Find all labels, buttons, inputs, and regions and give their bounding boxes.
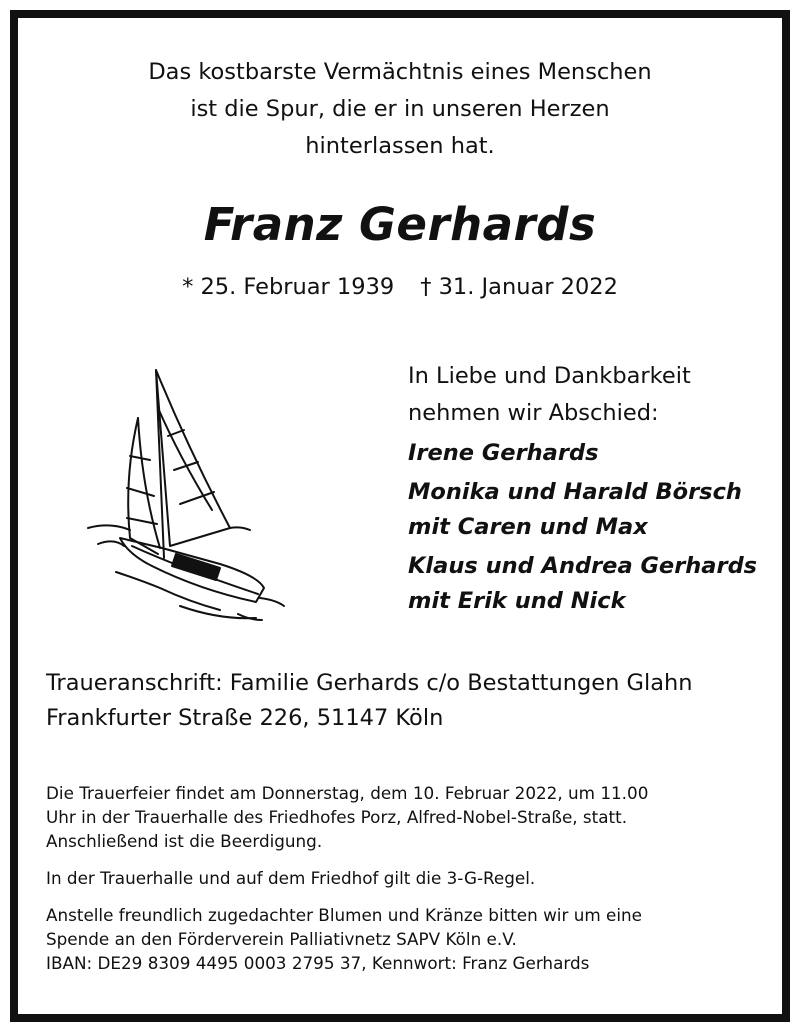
sailboat-icon [80,358,290,628]
life-dates [18,274,782,300]
mourning-address [46,666,776,736]
birth-date: * 25. Februar 1939 [182,274,395,300]
deceased-name: Franz Gerhards [203,198,597,251]
mourner-name: mit Erik und Nick [408,588,626,614]
ceremony-line: Anschließend ist die Beerdigung. [46,831,323,851]
memorial-quote [18,54,782,165]
farewell-block [408,358,788,619]
quote-line: hinterlassen hat. [305,133,495,159]
address-line: Traueranschrift: Familie Gerhards c/o Bestattungen Glahn [46,670,693,696]
mourner-group [408,475,788,545]
ceremony-line: Die Trauerfeier findet am Donnerstag, dem 10. Februar 2022, um 11.00 [46,783,649,803]
mourner-name: Irene Gerhards [408,440,599,466]
quote-line: Das kostbarste Vermächtnis eines Menschen [148,59,652,85]
quote-line: ist die Spur, die er in unseren Herzen [190,96,610,122]
farewell-intro: In Liebe und Dankbarkeit [408,363,691,389]
rule-line: In der Trauerhalle und auf dem Friedhof gilt die 3-G-Regel. [46,868,536,888]
donation-line: IBAN: DE29 8309 4495 0003 2795 37, Kennwort: Franz Gerhards [46,953,590,973]
farewell-intro: nehmen wir Abschied: [408,400,659,426]
mourner-name: Klaus und Andrea Gerhards [408,553,758,579]
ceremony-info [46,768,776,988]
mourner-name: Monika und Harald Börsch [408,479,742,505]
mourner-group [408,436,788,471]
donation-line: Anstelle freundlich zugedachter Blumen und Kränze bitten wir um eine [46,905,642,925]
obituary-frame [10,10,790,1022]
mourner-name: mit Caren und Max [408,514,648,540]
address-line: Frankfurter Straße 226, 51147 Köln [46,705,444,731]
mourner-group [408,549,788,619]
ceremony-line: Uhr in der Trauerhalle des Friedhofes Porz, Alfred-Nobel-Straße, statt. [46,807,628,827]
donation-line: Spende an den Förderverein Palliativnetz SAPV Köln e.V. [46,929,517,949]
death-date: † 31. Januar 2022 [420,274,618,300]
